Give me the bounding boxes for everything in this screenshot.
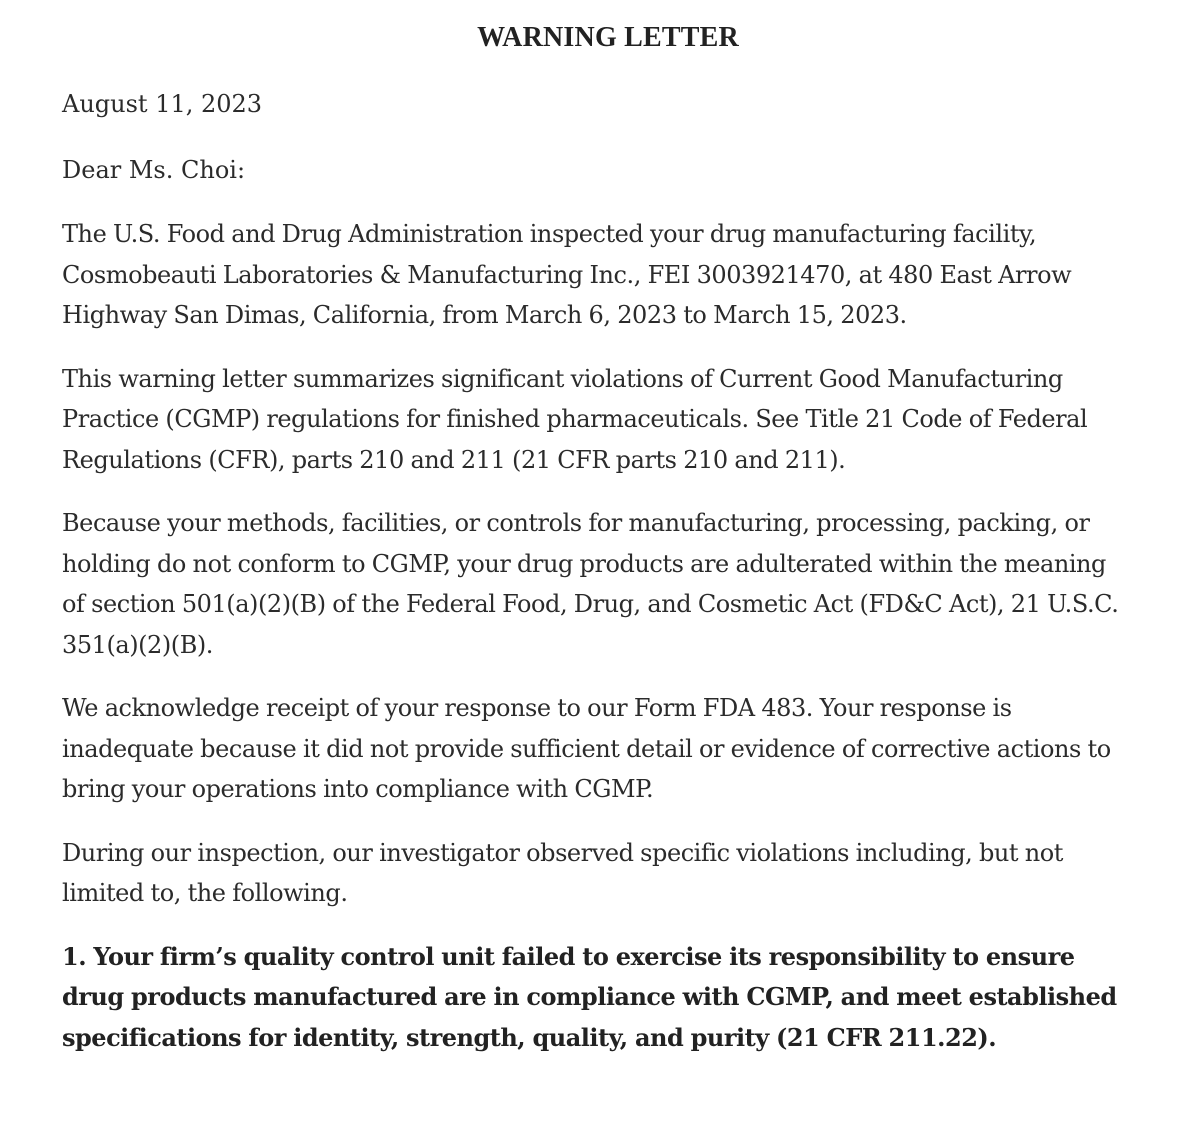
- letter-date: August 11, 2023: [62, 90, 263, 118]
- paragraph-inspection: The U.S. Food and Drug Administration inspected your drug manufacturing facility, Cosmobeauti Laboratories & Manufacturing Inc., FEI 3003921470, at 480 East Arrow Highway San Dimas, California, from March 6, 2023 to March 15, 2023.: [62, 220, 1072, 329]
- salutation: Dear Ms. Choi:: [62, 156, 246, 184]
- paragraph-adulteration: Because your methods, facilities, or controls for manufacturing, processing, packing, or holding do not conform to CGMP, your drug products are adulterated within the meaning of section 501(a)(2)(B) of the Federal Food, Drug, and Cosmetic Act (FD&C Act), 21 U.S.C. 351(a)(2)(B).: [62, 509, 1119, 659]
- paragraph-response: We acknowledge receipt of your response to our Form FDA 483. Your response is inadequate because it did not provide sufficient detail or evidence of corrective actions to bring your operations into compliance with CGMP.: [62, 694, 1111, 803]
- finding-1-heading: 1. Your firm’s quality control unit failed to exercise its responsibility to ensure drug products manufactured are in compliance with CGMP, and meet established specifications for identity, strength, quality, and purity (21 CFR 211.22).: [62, 941, 1117, 1052]
- paragraph-summary: This warning letter summarizes significant violations of Current Good Manufacturing Practice (CGMP) regulations for finished pharmaceuticals. See Title 21 Code of Federal Regulations (CFR), parts 210 and 211 (21 CFR parts 210 and 211).: [62, 364, 1088, 474]
- letter-title: WARNING LETTER: [477, 22, 739, 53]
- paragraph-observations: During our inspection, our investigator observed specific violations including, but not limited to, the following.: [62, 838, 1063, 907]
